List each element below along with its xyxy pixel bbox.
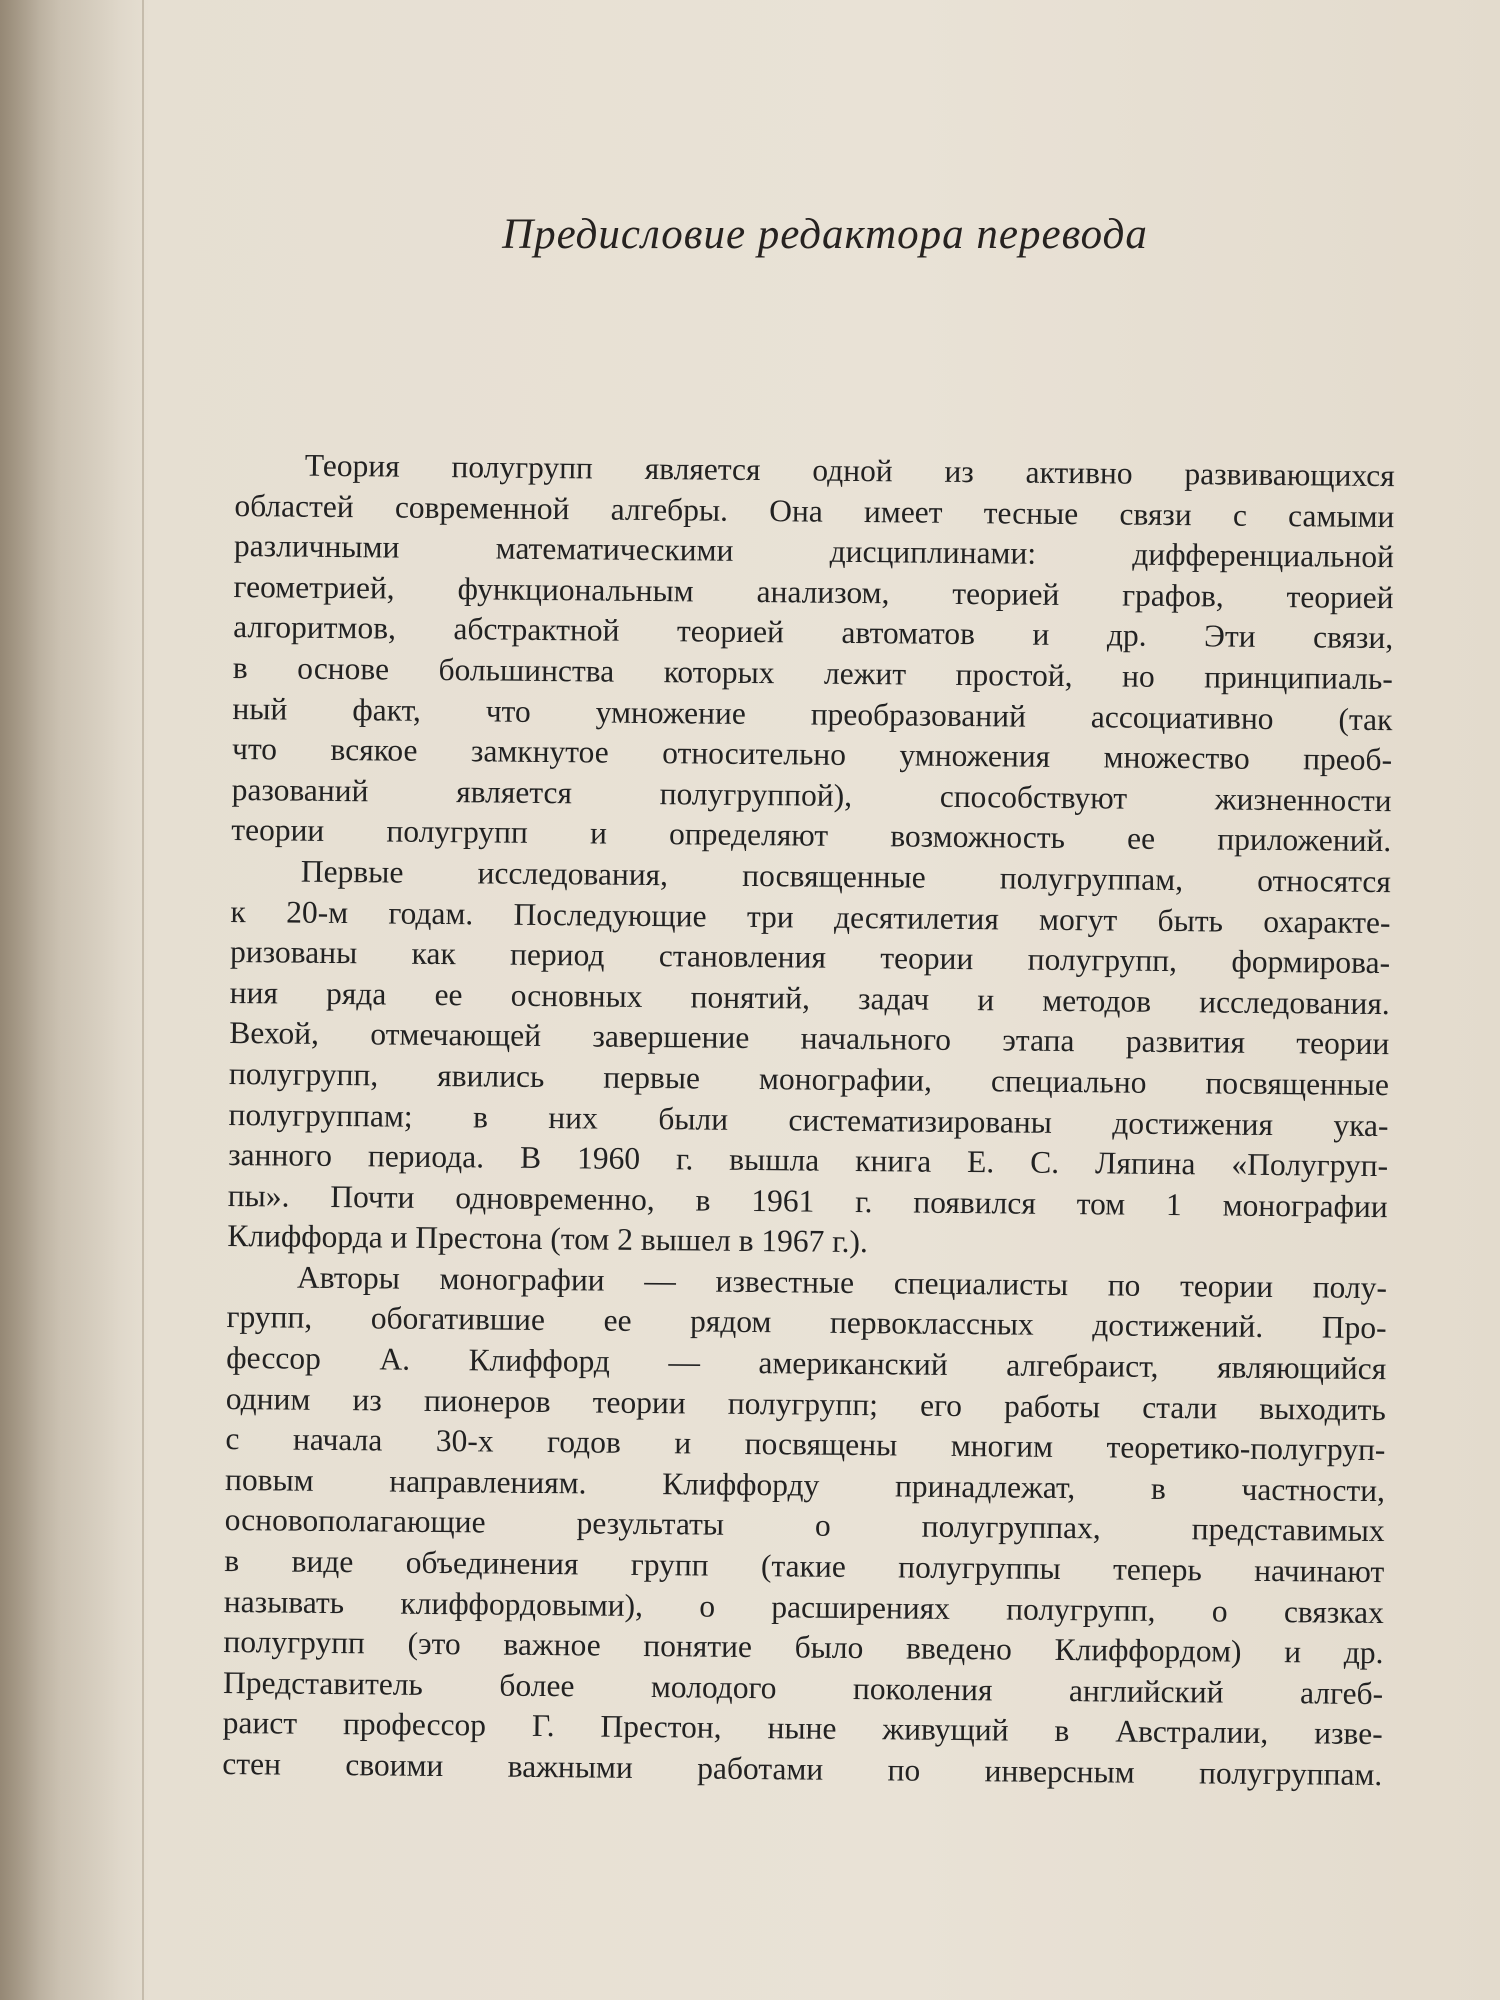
text-line: в виде объединения групп (такие полугруппы теперь начинают — [224, 1542, 1385, 1590]
text-line: с начала 30-х годов и посвящены многим теоретико-полугруп- — [225, 1421, 1386, 1468]
text-line: Представитель более молодого поколения английский алгеб- — [222, 1664, 1384, 1711]
text-line: ризованы как период становления теории полугрупп, формирова- — [229, 934, 1391, 981]
text-line: фессор А. Клиффорд — американский алгебраист, являющийся — [226, 1340, 1387, 1387]
text-line: разований является полугруппой), способствуют жизненности — [231, 771, 1392, 818]
text-line: Авторы монографии — известные специалисты по теории полу- — [296, 1259, 1388, 1305]
body-text — [222, 445, 1395, 1796]
page-title: Предисловие редактора перевода — [502, 211, 1148, 258]
paragraph-3 — [222, 1257, 1387, 1796]
text-line: пы». Почти одновременно, в 1961 г. появился том 1 монографии — [227, 1177, 1388, 1224]
text-line: Клиффорда и Престона (том 2 вышел в 1967 г.). — [227, 1218, 869, 1260]
text-line: Первые исследования, посвященные полугруппам, относятся — [300, 853, 1392, 900]
text-line: что всякое замкнутое относительно умножения множество преоб- — [231, 731, 1393, 778]
text-line: областей современной алгебры. Она имеет тесные связи с самыми — [234, 487, 1395, 534]
text-line: основополагающие результаты о полугруппах, представимых — [224, 1502, 1385, 1549]
text-line: одним из пионеров теории полугрупп; его работы стали выходить — [225, 1380, 1386, 1427]
text-line: стен своими важными работами по инверсным полугруппам. — [222, 1745, 1383, 1793]
text-line: полугруппам; в них были систематизированы достижения ука- — [228, 1096, 1389, 1143]
text-line: повым направлениям. Клиффорду принадлежат, в частности, — [224, 1461, 1386, 1508]
text-line: к 20-м годам. Последующие три десятилетия могут быть охаракте- — [230, 893, 1391, 940]
text-line: ния ряда ее основных понятий, задач и методов исследования. — [229, 974, 1390, 1021]
text-line: занного периода. В 1960 г. вышла книга Е. С. Ляпина «Полугруп- — [228, 1137, 1389, 1184]
text-line: алгоритмов, абстрактной теорией автоматов и др. Эти связи, — [233, 609, 1394, 656]
text-line: различными математическими дисциплинами: дифференциальной — [233, 528, 1395, 575]
text-line: ный факт, что умножение преобразований ассоциативно (так — [232, 690, 1393, 737]
text-line: теории полугрупп и определяют возможность ее приложений. — [231, 812, 1392, 859]
paragraph-1 — [231, 445, 1395, 862]
text-line: полугрупп, явились первые монографии, специально посвященные — [228, 1055, 1390, 1103]
paragraph-2 — [227, 851, 1391, 1268]
text-line: Вехой, отмечающей завершение начального этапа развития теории — [229, 1015, 1390, 1062]
page-gutter-edge — [142, 0, 144, 2000]
text-line: геометрией, функциональным анализом, теорией графов, теорией — [233, 568, 1394, 615]
text-line: полугрупп (это важное понятие было введено Клиффордом) и др. — [223, 1624, 1384, 1671]
page-gutter-shadow — [0, 0, 150, 2000]
text-line: раист профессор Г. Престон, ныне живущий в Австралии, изве- — [222, 1705, 1383, 1752]
text-line: Теория полугрупп является одной из активно развивающихся — [304, 447, 1395, 494]
text-line: групп, обогатившие ее рядом первоклассных достижений. Про- — [226, 1299, 1387, 1346]
text-line: называть клиффордовыми), о расширениях полугрупп, о связках — [223, 1583, 1385, 1630]
text-line: в основе большинства которых лежит простой, но принципиаль- — [232, 649, 1393, 697]
